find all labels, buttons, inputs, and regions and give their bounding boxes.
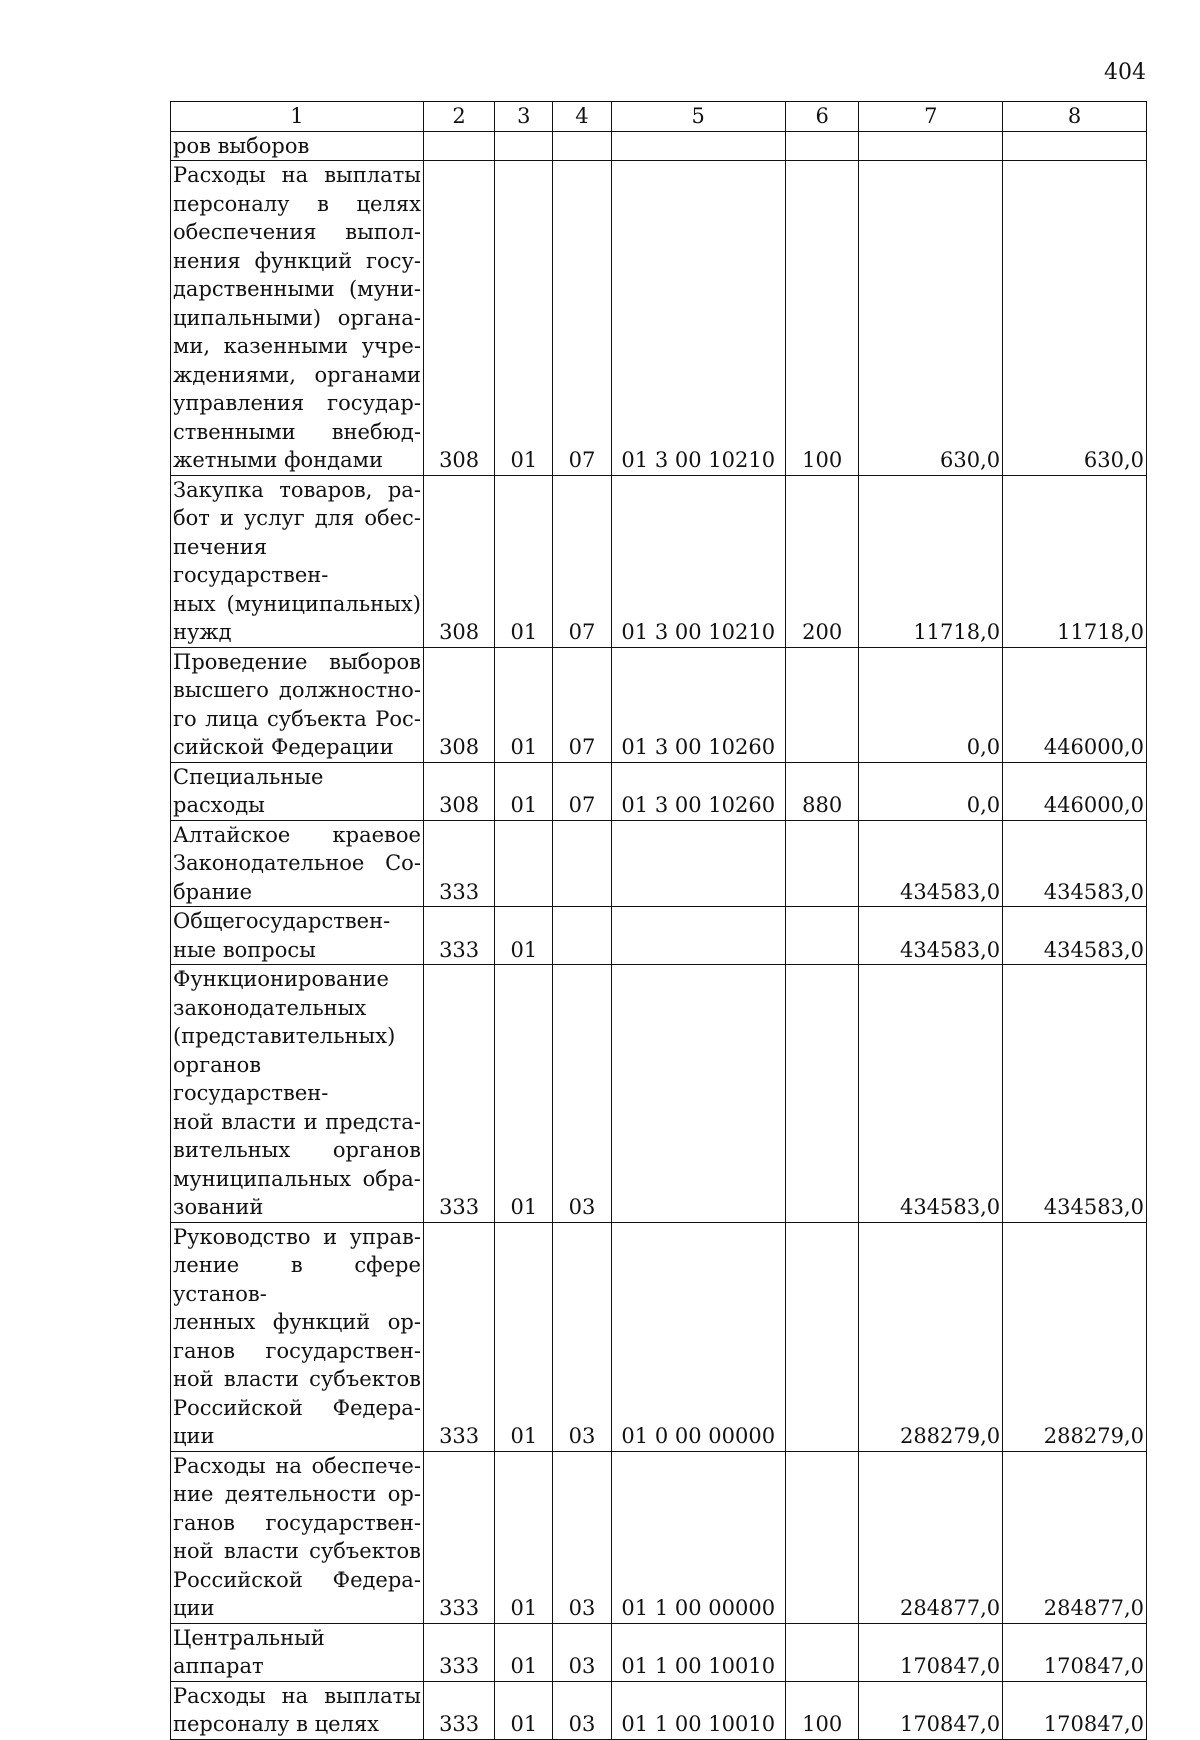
expense-type-cell xyxy=(785,1451,858,1623)
ministry-code-cell: 333 xyxy=(423,1623,494,1681)
item-name-line: Расходы на выплаты xyxy=(173,1683,421,1708)
target-article-cell: 01 1 00 10010 xyxy=(611,1681,785,1739)
amount-col7-cell: 630,0 xyxy=(859,161,1003,476)
amount-col7-cell: 170847,0 xyxy=(859,1681,1003,1739)
item-name-line: Российской Федера- xyxy=(173,1567,421,1592)
item-name-line: Расходы на обеспече- xyxy=(173,1453,421,1478)
section-cell: 01 xyxy=(495,1451,553,1623)
item-name-line: ганов государствен- xyxy=(173,1510,421,1535)
item-name-line: ление в сфере установ- xyxy=(173,1253,421,1306)
header-cell: 8 xyxy=(1003,102,1147,132)
item-name-cell xyxy=(171,1451,424,1623)
item-name-line: Алтайское краевое xyxy=(173,822,421,847)
item-name-line: Специальные расходы xyxy=(173,764,324,817)
section-cell: 01 xyxy=(495,161,553,476)
item-name-cell xyxy=(171,1222,424,1451)
table-row xyxy=(171,820,1147,907)
item-name-line: сийской Федерации xyxy=(173,735,394,759)
table-row xyxy=(171,907,1147,965)
header-cell: 6 xyxy=(785,102,858,132)
item-name-line: ной власти и предста- xyxy=(173,1109,421,1134)
item-name-line: зований xyxy=(173,1195,264,1219)
item-name-line: ной власти субъектов xyxy=(173,1539,421,1563)
item-name-line: нужд xyxy=(173,620,232,644)
item-name-line: ной власти субъектов xyxy=(173,1367,421,1391)
item-name-line: ции xyxy=(173,1596,215,1620)
table-row xyxy=(171,161,1147,476)
ministry-code-cell: 333 xyxy=(423,1451,494,1623)
expense-type-cell: 880 xyxy=(785,762,858,820)
item-name-line: дарственными (муни- xyxy=(173,277,421,301)
item-name-cell xyxy=(171,820,424,907)
section-cell: 01 xyxy=(495,1222,553,1451)
item-name-line: ров выборов xyxy=(173,133,310,158)
amount-col7-cell xyxy=(859,131,1003,161)
amount-col8-cell: 11718,0 xyxy=(1003,475,1147,647)
item-name-line: законодательных xyxy=(173,995,367,1020)
item-name-line: ции xyxy=(173,1424,215,1448)
item-name-line: Законодательное Со- xyxy=(173,851,421,875)
amount-col7-cell: 288279,0 xyxy=(859,1222,1003,1451)
item-name-line: ных (муниципальных) xyxy=(173,591,421,616)
item-name-cell xyxy=(171,161,424,476)
ministry-code-cell: 308 xyxy=(423,647,494,762)
expense-type-cell: 200 xyxy=(785,475,858,647)
target-article-cell xyxy=(611,131,785,161)
ministry-code-cell: 333 xyxy=(423,907,494,965)
table-row xyxy=(171,131,1147,161)
table-row xyxy=(171,1623,1147,1681)
amount-col8-cell: 630,0 xyxy=(1003,161,1147,476)
item-name-line: жетными фондами xyxy=(173,448,383,472)
item-name-line: муниципальных обра- xyxy=(173,1166,421,1191)
target-article-cell: 01 3 00 10210 xyxy=(611,161,785,476)
ministry-code-cell: 333 xyxy=(423,1222,494,1451)
item-name-line: Общегосударствен- xyxy=(173,909,391,933)
item-name-line: вительных органов xyxy=(173,1138,421,1162)
subsection-cell xyxy=(553,131,611,161)
subsection-cell: 07 xyxy=(553,762,611,820)
item-name-line: обеспечения выпол- xyxy=(173,220,421,244)
header-cell: 1 xyxy=(171,102,424,132)
item-name-line: (представительных) xyxy=(173,1024,396,1048)
subsection-cell: 07 xyxy=(553,161,611,476)
section-cell xyxy=(495,820,553,907)
item-name-line: персоналу в целях xyxy=(173,1712,380,1736)
expense-type-cell xyxy=(785,131,858,161)
target-article-cell: 01 3 00 10260 xyxy=(611,762,785,820)
section-cell: 01 xyxy=(495,647,553,762)
target-article-cell: 01 3 00 10210 xyxy=(611,475,785,647)
ministry-code-cell: 333 xyxy=(423,820,494,907)
expense-type-cell: 100 xyxy=(785,1681,858,1739)
ministry-code-cell: 308 xyxy=(423,161,494,476)
amount-col7-cell: 434583,0 xyxy=(859,820,1003,907)
amount-col7-cell: 0,0 xyxy=(859,647,1003,762)
target-article-cell xyxy=(611,907,785,965)
item-name-line: печения государствен- xyxy=(173,534,329,587)
subsection-cell: 07 xyxy=(553,475,611,647)
header-cell: 4 xyxy=(553,102,611,132)
section-cell: 01 xyxy=(495,1623,553,1681)
item-name-cell xyxy=(171,1681,424,1739)
expense-type-cell xyxy=(785,820,858,907)
expense-type-cell: 100 xyxy=(785,161,858,476)
item-name-line: органов государствен- xyxy=(173,1052,329,1105)
section-cell: 01 xyxy=(495,475,553,647)
subsection-cell xyxy=(553,820,611,907)
target-article-cell xyxy=(611,965,785,1223)
item-name-cell xyxy=(171,475,424,647)
item-name-line: персоналу в целях xyxy=(173,191,421,216)
item-name-line: Центральный аппарат xyxy=(173,1625,325,1678)
item-name-cell xyxy=(171,965,424,1223)
section-cell: 01 xyxy=(495,762,553,820)
budget-table xyxy=(170,101,1147,1740)
amount-col7-cell: 434583,0 xyxy=(859,907,1003,965)
ministry-code-cell: 308 xyxy=(423,475,494,647)
amount-col8-cell: 170847,0 xyxy=(1003,1681,1147,1739)
item-name-cell xyxy=(171,762,424,820)
table-row xyxy=(171,475,1147,647)
item-name-line: управления государ- xyxy=(173,391,421,415)
page-number: 404 xyxy=(1104,60,1146,85)
amount-col7-cell: 284877,0 xyxy=(859,1451,1003,1623)
table-row xyxy=(171,647,1147,762)
item-name-line: ждениями, органами xyxy=(173,362,421,387)
ministry-code-cell: 308 xyxy=(423,762,494,820)
subsection-cell: 07 xyxy=(553,647,611,762)
amount-col8-cell xyxy=(1003,131,1147,161)
table-row xyxy=(171,1222,1147,1451)
expense-type-cell xyxy=(785,647,858,762)
section-cell: 01 xyxy=(495,965,553,1223)
ministry-code-cell: 333 xyxy=(423,965,494,1223)
item-name-cell xyxy=(171,647,424,762)
expense-type-cell xyxy=(785,1623,858,1681)
table-row xyxy=(171,1681,1147,1739)
item-name-line: ципальными) органа- xyxy=(173,305,421,330)
header-cell: 3 xyxy=(495,102,553,132)
ministry-code-cell: 333 xyxy=(423,1681,494,1739)
item-name-line: Закупка товаров, ра- xyxy=(173,477,421,502)
target-article-cell xyxy=(611,820,785,907)
amount-col7-cell: 170847,0 xyxy=(859,1623,1003,1681)
item-name-cell xyxy=(171,1623,424,1681)
section-cell xyxy=(495,131,553,161)
item-name-line: ганов государствен- xyxy=(173,1338,421,1363)
table-body xyxy=(171,131,1147,1739)
amount-col8-cell: 434583,0 xyxy=(1003,820,1147,907)
item-name-line: ственными внебюд- xyxy=(173,419,421,444)
ministry-code-cell xyxy=(423,131,494,161)
item-name-cell xyxy=(171,907,424,965)
item-name-line: Функционирование xyxy=(173,967,389,991)
item-name-line: бот и услуг для обес- xyxy=(173,506,421,530)
target-article-cell: 01 0 00 00000 xyxy=(611,1222,785,1451)
item-name-line: ние деятельности ор- xyxy=(173,1482,421,1506)
target-article-cell: 01 1 00 10010 xyxy=(611,1623,785,1681)
section-cell: 01 xyxy=(495,1681,553,1739)
subsection-cell: 03 xyxy=(553,1222,611,1451)
subsection-cell: 03 xyxy=(553,1623,611,1681)
header-cell: 7 xyxy=(859,102,1003,132)
item-name-line: высшего должностно- xyxy=(173,678,421,702)
target-article-cell: 01 3 00 10260 xyxy=(611,647,785,762)
item-name-cell xyxy=(171,131,424,161)
amount-col8-cell: 434583,0 xyxy=(1003,965,1147,1223)
amount-col8-cell: 170847,0 xyxy=(1003,1623,1147,1681)
item-name-line: ные вопросы xyxy=(173,937,316,962)
header-cell: 5 xyxy=(611,102,785,132)
item-name-line: Российской Федера- xyxy=(173,1395,421,1420)
amount-col7-cell: 434583,0 xyxy=(859,965,1003,1223)
amount-col8-cell: 446000,0 xyxy=(1003,762,1147,820)
table-row xyxy=(171,965,1147,1223)
item-name-line: Расходы на выплаты xyxy=(173,163,421,187)
section-cell: 01 xyxy=(495,907,553,965)
expense-type-cell xyxy=(785,907,858,965)
item-name-line: ми, казенными учре- xyxy=(173,334,421,358)
expense-type-cell xyxy=(785,1222,858,1451)
subsection-cell: 03 xyxy=(553,1681,611,1739)
item-name-line: Проведение выборов xyxy=(173,649,421,674)
item-name-line: брание xyxy=(173,879,253,904)
amount-col7-cell: 0,0 xyxy=(859,762,1003,820)
table-row xyxy=(171,762,1147,820)
subsection-cell xyxy=(553,907,611,965)
item-name-line: нения функций госу- xyxy=(173,248,421,273)
amount-col8-cell: 446000,0 xyxy=(1003,647,1147,762)
amount-col8-cell: 288279,0 xyxy=(1003,1222,1147,1451)
header-row xyxy=(171,102,1147,132)
item-name-line: ленных функций ор- xyxy=(173,1310,421,1334)
item-name-line: Руководство и управ- xyxy=(173,1224,421,1249)
header-cell: 2 xyxy=(423,102,494,132)
amount-col7-cell: 11718,0 xyxy=(859,475,1003,647)
item-name-line: го лица субъекта Рос- xyxy=(173,706,421,731)
subsection-cell: 03 xyxy=(553,1451,611,1623)
amount-col8-cell: 284877,0 xyxy=(1003,1451,1147,1623)
expense-type-cell xyxy=(785,965,858,1223)
amount-col8-cell: 434583,0 xyxy=(1003,907,1147,965)
target-article-cell: 01 1 00 00000 xyxy=(611,1451,785,1623)
subsection-cell: 03 xyxy=(553,965,611,1223)
table-row xyxy=(171,1451,1147,1623)
